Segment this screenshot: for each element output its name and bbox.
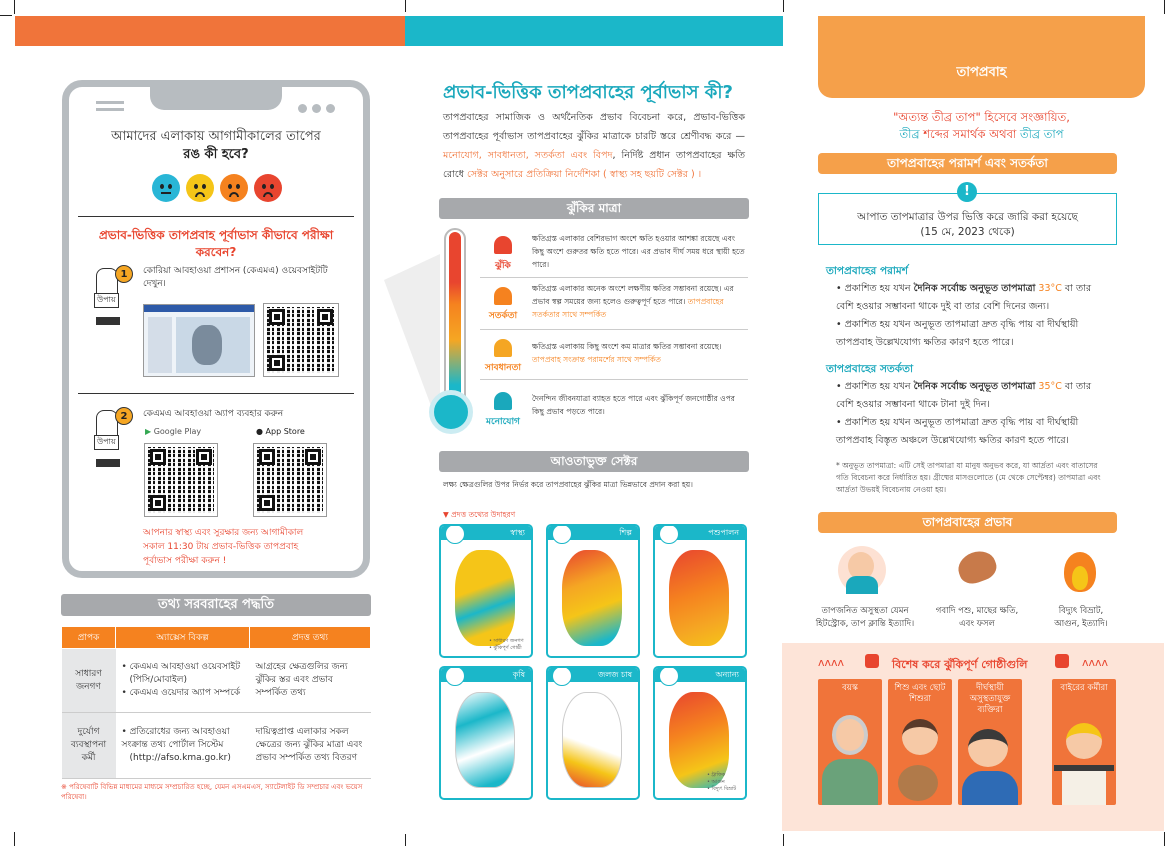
step-1-text: কোরিয়া আবহাওয়া প্রশাসন (কেএমএ) ওয়েবসাইটটি দেখুন। bbox=[143, 266, 328, 289]
yellow-siren-icon bbox=[494, 339, 512, 357]
sector-description: লক্ষ্য ক্ষেত্রগুলির উপর নির্ভর করে তাপপ্রবাহের ঝুঁকির মাত্রা ভিন্নভাবে প্রদান করা হয়। bbox=[443, 480, 693, 489]
kma-website-screenshot bbox=[143, 304, 255, 377]
broadcast-footnote: ※ পরিষেবাটি বিভিন্ন মাধ্যমের মাধ্যমে সম্প্রচারিত হচ্ছে, যেমন এসএমএস, স্যাটেলাইট ডি সম্প্রচার এবং ভয়েস পরিষেবা। bbox=[61, 783, 363, 801]
orange-angry-face-icon bbox=[220, 174, 248, 202]
google-play-qr-code[interactable] bbox=[145, 444, 217, 516]
app-store-qr-code[interactable] bbox=[254, 444, 326, 516]
exclamation-icon: ! bbox=[957, 182, 977, 202]
warning-sign-icon bbox=[1055, 654, 1069, 668]
info-method-title: তথ্য সরবরাহের পদ্ধতি bbox=[61, 594, 371, 616]
hand-cuff-icon bbox=[96, 459, 120, 467]
impact-caption-health: তাপজনিত অসুস্থতা যেমন হিটস্ট্রোক, তাপ ক্লান্তি ইত্যাদি। bbox=[815, 606, 915, 629]
worker-icon bbox=[552, 524, 572, 544]
crop-mark bbox=[405, 834, 406, 846]
sector-label: শিল্প bbox=[548, 526, 638, 540]
zigzag-decoration: ᴧᴧᴧᴧ bbox=[1082, 656, 1109, 669]
column-header: প্রাপক bbox=[62, 627, 116, 649]
warning-bullet: • প্রকাশিত হয় যখন অনুভূত তাপমাত্রা দ্রুত বৃদ্ধি পায় বা দীর্ঘস্থায়ী তাপপ্রবাহ বিস্তৃত অঞ্চলে উল্লেখযোগ্য ক্ষতির কারণ হতে পারে। bbox=[836, 417, 1079, 446]
crop-mark bbox=[405, 0, 406, 12]
forecast-definition-title: প্রভাব-ভিত্তিক তাপপ্রবাহের পূর্বাভাস কী? bbox=[443, 82, 733, 103]
access-cell: • কেএমএ আবহাওয়া ওয়েবসাইট (পিসি/মোবাইল) • কেএমএ ওয়েদার অ্যাপ সম্পর্কে bbox=[116, 649, 250, 713]
korea-risk-map bbox=[455, 692, 515, 788]
column-header: প্রদত্ত তথ্য bbox=[250, 627, 371, 649]
red-siren-icon bbox=[494, 236, 512, 254]
step-1-label: উপায় bbox=[94, 293, 119, 308]
advisory-heading: তাপপ্রবাহের পরামর্শ bbox=[826, 265, 908, 277]
website-qr-code[interactable] bbox=[264, 304, 338, 376]
menu-icon bbox=[96, 101, 124, 104]
group-card-children: শিশু এবং ছোট শিশুরা bbox=[888, 679, 952, 805]
farmer-icon bbox=[445, 666, 465, 686]
divider bbox=[78, 216, 354, 217]
divider bbox=[78, 393, 354, 394]
worker-icon bbox=[1066, 723, 1102, 759]
recipient-cell: সাধারণ জনগণ bbox=[62, 649, 116, 713]
advisory-bullet: • প্রকাশিত হয় যখন দৈনিক সর্বোচ্চ অনুভূত তাপমাত্রা 33°C বা তার বেশি হওয়ার সম্ভাবনা থাকে দুই বা তার বেশি দিনের জন্য। bbox=[836, 283, 1092, 312]
info-method-table bbox=[61, 626, 371, 779]
info-cell: আগ্রহের ক্ষেত্রগুলির জন্য ঝুঁকির স্তর এবং প্রভাব সম্পর্কিত তথ্য bbox=[250, 649, 371, 713]
warning-heading: তাপপ্রবাহের সতর্কতা bbox=[826, 363, 914, 375]
sector-label: জলজ চাষ bbox=[548, 668, 638, 682]
crop-mark bbox=[14, 832, 15, 846]
sector-map-agriculture bbox=[439, 666, 533, 800]
crop-mark bbox=[14, 0, 15, 14]
warning-bullet: • প্রকাশিত হয় যখন দৈনিক সর্বোচ্চ অনুভূত তাপমাত্রা 35°C বা তার বেশি হওয়ার সম্ভাবনা থাকে টানা দুই দিন। bbox=[836, 381, 1092, 410]
google-play-icon: ▶ bbox=[145, 427, 152, 436]
crop-mark bbox=[1164, 0, 1165, 14]
example-label: ▼ প্রদত্ত তথ্যের উদাহরণ bbox=[443, 510, 516, 519]
thermometer-fill bbox=[449, 232, 461, 412]
app-store-badge[interactable]: ● App Store bbox=[256, 427, 305, 436]
crop-mark bbox=[783, 834, 784, 846]
fish-icon bbox=[552, 666, 572, 686]
korea-risk-map bbox=[669, 550, 729, 646]
risk-level-warning: সতর্কতা ক্ষতিগ্রস্ত এলাকার অনেক অংশে লক্ষণীয় ক্ষতির সম্ভাবনা রয়েছে। এর প্রভাব স্বল্প সময়ের জন্য হলেও গুরুত্বপূর্ণ হতে পারে। তাপপ্রবাহের সতর্কতার সাথে সম্পর্কিত bbox=[480, 278, 748, 330]
medical-kit-icon bbox=[445, 524, 465, 544]
advice-warning-title: তাপপ্রবাহের পরামর্শ এবং সতর্কতা bbox=[818, 153, 1117, 174]
child-icon bbox=[902, 719, 938, 755]
impact-caption-livestock: গবাদি পশু, মাছের ক্ষতি, এবং ফসল bbox=[935, 606, 1019, 629]
group-card-elderly: বয়স্ক bbox=[818, 679, 882, 805]
crop-mark bbox=[0, 15, 12, 16]
google-play-badge[interactable]: ▶ Google Play bbox=[145, 427, 202, 436]
impact-caption-power: বিদ্যুৎ বিভ্রাট, আগুন, ইত্যাদি। bbox=[1054, 606, 1108, 629]
phone-notch bbox=[150, 80, 282, 110]
red-angry-face-icon bbox=[254, 174, 282, 202]
forecast-question: আমাদের এলাকায় আগামীকালের তাপের রঙ কী হবে? bbox=[111, 129, 321, 162]
sector-label: স্বাস্থ্য bbox=[441, 526, 531, 540]
table-row bbox=[62, 713, 371, 779]
sector-map-livestock bbox=[653, 524, 747, 658]
zigzag-decoration: ᴧᴧᴧᴧ bbox=[818, 656, 845, 669]
blue-neutral-face-icon bbox=[152, 174, 180, 202]
top-color-bar-orange bbox=[15, 16, 405, 46]
risk-level-title: ঝুঁকির মাত্রা bbox=[439, 198, 749, 219]
column-header: অ্যাক্সেস বিকল্প bbox=[116, 627, 250, 649]
forecast-definition-text: তাপপ্রবাহের সামাজিক ও অর্থনৈতিক প্রভাব বিবেচনা করে, প্রভাব-ভিত্তিক তাপপ্রবাহের পূর্বাভাস তাপপ্রবাহের ঝুঁকির মাত্রাকে চারটি স্তরে শ্রেণীবদ্ধ করে — মনোযোগ, সাবধানতা, সতর্কতা এবং বিপদ, নির্দিষ্ট প্রধান তাপপ্রবাহের ক্ষতি রোধে সেক্টর অনুসারে প্রতিক্রিয়া নির্দেশিকা ( স্বাস্থ্য সহ ছয়টি সেক্টর ) । bbox=[443, 112, 745, 180]
table-row bbox=[62, 649, 371, 713]
impact-title: তাপপ্রবাহের প্রভাব bbox=[818, 512, 1117, 533]
risk-level-attention: মনোযোগ দৈনন্দিন জীবনযাত্রা ব্যাহত হতে পারে এবং ঝুঁকিপূর্ণ জনগোষ্ঠীর ওপর কিছু প্রভাব পড়তে পারে। bbox=[486, 394, 735, 427]
group-card-chronic-illness: দীর্ঘস্থায়ী অসুস্থতাযুক্ত ব্যক্তিরা bbox=[958, 679, 1022, 805]
heat-illness-icon bbox=[838, 546, 886, 594]
apparent-temp-footnote: * অনুভূত তাপমাত্রা: এটি সেই তাপমাত্রা যা মানুষ অনুভব করে, যা আর্দ্রতা এবং বাতাসের গতি বিবেচনা করে নির্ধারিত হয়। গ্রীষ্মের মাসগুলোতে (মে থেকে সেপ্টেম্বর) তাপমাত্রা এবং আর্দ্রতা উভয়ই বিবেচনায় নেওয়া হয়। bbox=[836, 461, 1101, 494]
vulnerable-groups-title: বিশেষ করে ঝুঁকিপূর্ণ গোষ্ঠীগুলি bbox=[892, 658, 1028, 671]
sector-label: পশুপালন bbox=[655, 526, 745, 540]
sector-map-other: অন্যান্য • ট্রাফিক • আগুন • বিদ্যুৎ বিভ্রাট bbox=[653, 666, 747, 800]
issuance-notice: আপাত তাপমাত্রার উপর ভিত্তি করে জারি করা হয়েছে (15 মে, 2023 থেকে) bbox=[818, 193, 1117, 245]
risk-level-danger: ঝুঁকি ক্ষতিগ্রস্ত এলাকার বেশিরভাগ অংশে ক্ষতি হওয়ার আশঙ্কা রয়েছে এবং কিছু অংশে গুরুতর ক্ষতি হতে পারে। এর প্রভাব দীর্ঘ সময় ধরে স্থায়ী হতে পারে। bbox=[480, 226, 748, 278]
step-2-text: কেএমএ আবহাওয়া অ্যাপ ব্যবহার করুন bbox=[143, 409, 284, 419]
thermometer-bulb bbox=[429, 390, 473, 434]
korea-risk-map bbox=[562, 550, 622, 646]
heatwave-definition: "অত্যন্ত তীব্র তাপ" হিসেবে সংজ্ঞায়িত, তীব্র শব্দের সমার্থক অথবা তীব্র তাপ bbox=[893, 110, 1070, 141]
elderly-person-icon bbox=[832, 715, 868, 755]
step-1-number: 1 bbox=[115, 265, 133, 283]
yellow-frown-face-icon bbox=[186, 174, 214, 202]
heatwave-title: তাপপ্রবাহ bbox=[818, 16, 1145, 98]
orange-siren-icon bbox=[494, 287, 512, 305]
warning-sign-icon bbox=[865, 654, 879, 668]
fire-icon bbox=[1058, 548, 1102, 594]
crop-mark bbox=[1164, 832, 1165, 846]
sector-label: অন্যান্য bbox=[655, 668, 745, 682]
dead-fish-icon bbox=[952, 546, 1002, 590]
sector-map-industry bbox=[546, 524, 640, 658]
access-cell: • প্রতিরোধের জন্য আবহাওয়া সংক্রান্ত তথ্য পোর্টাল সিস্টেম (http://afso.kma.go.kr) bbox=[116, 713, 250, 779]
advisory-bullet: • প্রকাশিত হয় যখন অনুভূত তাপমাত্রা দ্রুত বৃদ্ধি পায় বা দীর্ঘস্থায়ী তাপপ্রবাহ উল্লেখযোগ্য ক্ষতির কারণ হতে পারে। bbox=[836, 319, 1079, 348]
phone-dots-icon bbox=[298, 98, 340, 117]
korea-risk-map bbox=[455, 550, 515, 646]
car-icon bbox=[659, 666, 679, 686]
sector-map-health: স্বাস্থ্য • সাধারণ জনগণ • ঝুঁকিপূর্ণ গোষ্ঠী bbox=[439, 524, 533, 658]
apple-icon: ● bbox=[256, 427, 263, 436]
risk-level-caution: সাবধানতা ক্ষতিগ্রস্ত এলাকায় কিছু অংশে কম মাত্রার ক্ষতির সম্ভাবনা রয়েছে। তাপপ্রবাহ সংক্রান্ত পরামর্শের সাথে সম্পর্কিত bbox=[480, 330, 748, 380]
hand-cuff-icon bbox=[96, 317, 120, 325]
table-header-row bbox=[62, 627, 371, 649]
recipient-cell: দুর্যোগ ব্যবস্থাপনা কর্মী bbox=[62, 713, 116, 779]
cow-icon bbox=[659, 524, 679, 544]
sector-title: আওতাভুক্ত সেক্টর bbox=[439, 451, 749, 472]
check-reminder-note: আপনার স্বাস্থ্য এবং সুরক্ষার জন্য আগামীকাল সকাল 11:30 টায় প্রভাব-ভিত্তিক তাপপ্রবাহ পূর্বাভাস পরীক্ষা করুন ! bbox=[143, 528, 304, 566]
step-2-label: উপায় bbox=[94, 435, 119, 450]
check-title: প্রভাব-ভিত্তিক তাপপ্রবাহ পূর্বাভাস কীভাবে পরীক্ষা করবেন? bbox=[98, 228, 334, 259]
sector-map-aquaculture bbox=[546, 666, 640, 800]
korea-risk-map bbox=[562, 692, 622, 788]
sick-person-icon bbox=[968, 729, 1008, 767]
crop-mark bbox=[783, 0, 784, 12]
sector-label: কৃষি bbox=[441, 668, 531, 682]
group-card-outdoor-workers: বাইরের কর্মীরা bbox=[1052, 679, 1116, 805]
top-color-bar-teal bbox=[405, 16, 783, 46]
step-2-number: 2 bbox=[115, 407, 133, 425]
blue-siren-icon bbox=[494, 392, 512, 410]
info-cell: দায়িত্বপ্রাপ্ত এলাকার সকল ক্ষেত্রের জন্য ঝুঁকির মাত্রা এবং প্রভাব সম্পর্কিত তথ্য বিতরণ bbox=[250, 713, 371, 779]
